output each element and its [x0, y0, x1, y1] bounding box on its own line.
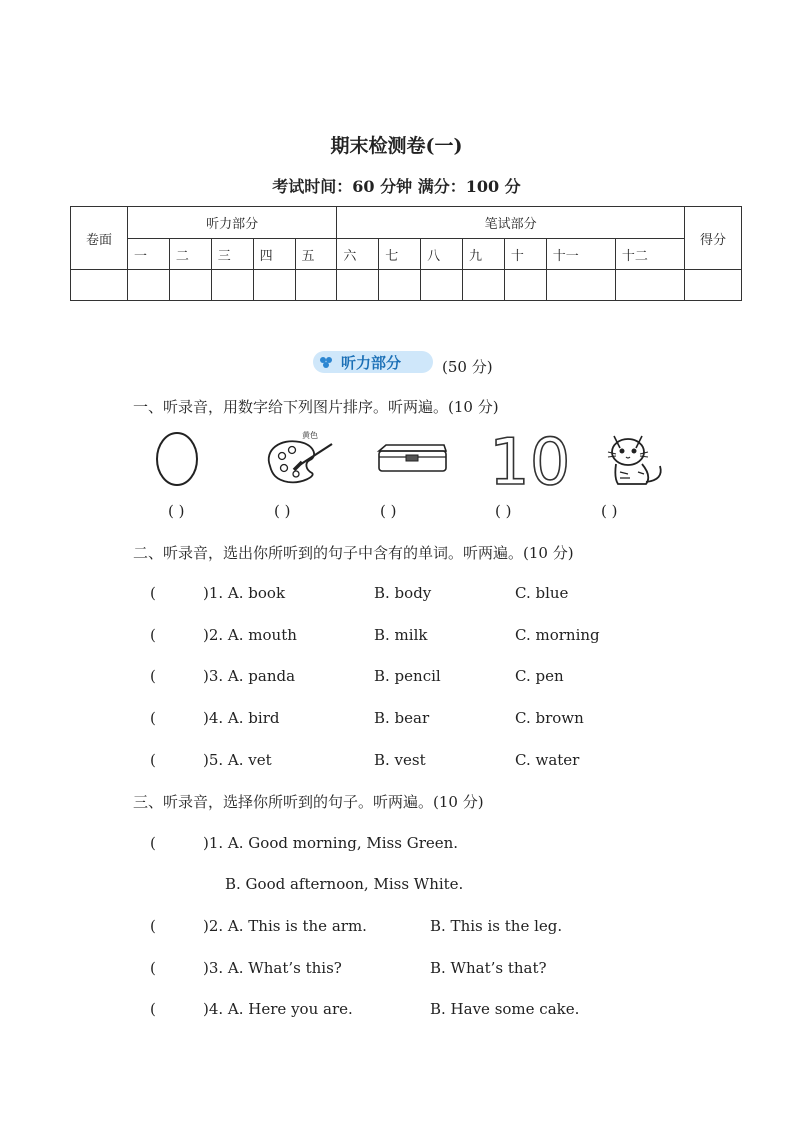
pencil-box-picture	[374, 441, 450, 477]
score-cell[interactable]	[421, 270, 463, 301]
option-c: C. water	[515, 751, 580, 769]
score-cell[interactable]	[169, 270, 211, 301]
listening-head: 听力部分	[128, 207, 337, 239]
option-c: C. blue	[515, 584, 569, 602]
score-cell[interactable]	[546, 270, 615, 301]
col-head: 七	[379, 239, 421, 270]
exam-info: 考试时间：60 分钟 满分：100 分	[272, 177, 521, 196]
option-a: )1. A. Good morning, Miss Green.	[203, 834, 459, 852]
option-a: )4. A. bird	[203, 709, 280, 727]
col-head: 十二	[615, 239, 684, 270]
open-paren[interactable]: (	[150, 584, 156, 602]
score-cell[interactable]	[685, 270, 742, 301]
answer-blank-2[interactable]: ( )	[274, 502, 291, 520]
score-cell[interactable]	[337, 270, 379, 301]
option-b: B. vest	[374, 751, 426, 769]
number-ten-picture	[488, 426, 571, 500]
badge-score: (50 分)	[442, 358, 493, 376]
option-a: )3. A. panda	[203, 667, 296, 685]
option-a: )1. A. book	[203, 584, 286, 602]
score-cell[interactable]	[504, 270, 546, 301]
answer-blank-3[interactable]: ( )	[380, 502, 397, 520]
section-badge	[313, 351, 433, 373]
open-paren[interactable]: (	[150, 917, 156, 935]
score-table	[70, 206, 742, 301]
open-paren[interactable]: (	[150, 1000, 156, 1018]
option-a: )4. A. Here you are.	[203, 1000, 353, 1018]
col-head: 十	[504, 239, 546, 270]
answer-blank-5[interactable]: ( )	[601, 502, 618, 520]
option-a: )2. A. This is the arm.	[203, 917, 367, 935]
col-head: 三	[211, 239, 253, 270]
score-cell[interactable]	[615, 270, 684, 301]
col-head: 四	[253, 239, 295, 270]
number-ten-text: 10	[489, 426, 571, 500]
open-paren[interactable]: (	[150, 626, 156, 644]
open-paren[interactable]: (	[150, 959, 156, 977]
option-a: )3. A. What’s this?	[203, 959, 342, 977]
option-a: )5. A. vet	[203, 751, 272, 769]
col-head: 八	[421, 239, 463, 270]
option-c: C. morning	[515, 626, 600, 644]
cat-picture	[602, 428, 668, 490]
option-a: )2. A. mouth	[203, 626, 297, 644]
option-b: B. This is the leg.	[430, 917, 563, 935]
option-b: B. pencil	[374, 667, 441, 685]
col-head: 二	[169, 239, 211, 270]
col-head: 六	[337, 239, 379, 270]
badge-label: 听力部分	[341, 354, 402, 372]
palette-picture	[262, 428, 338, 488]
score-head: 得分	[685, 207, 742, 270]
score-cell[interactable]	[379, 270, 421, 301]
palette-label: 黄色	[302, 431, 318, 440]
score-cell[interactable]	[463, 270, 505, 301]
answer-blank-4[interactable]: ( )	[495, 502, 512, 520]
dots-icon	[319, 356, 333, 368]
open-paren[interactable]: (	[150, 751, 156, 769]
option-b: B. What’s that?	[430, 959, 547, 977]
option-b: B. body	[374, 584, 432, 602]
option-b: B. milk	[374, 626, 428, 644]
page-title: 期末检测卷(一)	[330, 135, 463, 157]
col-head: 一	[128, 239, 170, 270]
score-cell[interactable]	[211, 270, 253, 301]
option-c: C. pen	[515, 667, 564, 685]
row-head: 卷面	[71, 207, 128, 270]
option-c: C. brown	[515, 709, 584, 727]
col-head: 十一	[546, 239, 615, 270]
answer-blank-1[interactable]: ( )	[168, 502, 185, 520]
col-head: 九	[463, 239, 505, 270]
option-b: B. Good afternoon, Miss White.	[225, 875, 464, 893]
writing-head: 笔试部分	[337, 207, 685, 239]
score-cell[interactable]	[253, 270, 295, 301]
open-paren[interactable]: (	[150, 834, 156, 852]
section-3-heading: 三、听录音，选择你所听到的句子。听两遍。(10 分)	[133, 793, 484, 811]
score-cell[interactable]	[71, 270, 128, 301]
option-b: B. bear	[374, 709, 430, 727]
score-cell[interactable]	[128, 270, 170, 301]
score-cell[interactable]	[295, 270, 337, 301]
col-head: 五	[295, 239, 337, 270]
option-b: B. Have some cake.	[430, 1000, 580, 1018]
open-paren[interactable]: (	[150, 709, 156, 727]
zero-egg-picture	[150, 428, 206, 490]
section-1-heading: 一、听录音，用数字给下列图片排序。听两遍。(10 分)	[133, 398, 499, 416]
section-2-heading: 二、听录音，选出你所听到的句子中含有的单词。听两遍。(10 分)	[133, 544, 574, 562]
open-paren[interactable]: (	[150, 667, 156, 685]
